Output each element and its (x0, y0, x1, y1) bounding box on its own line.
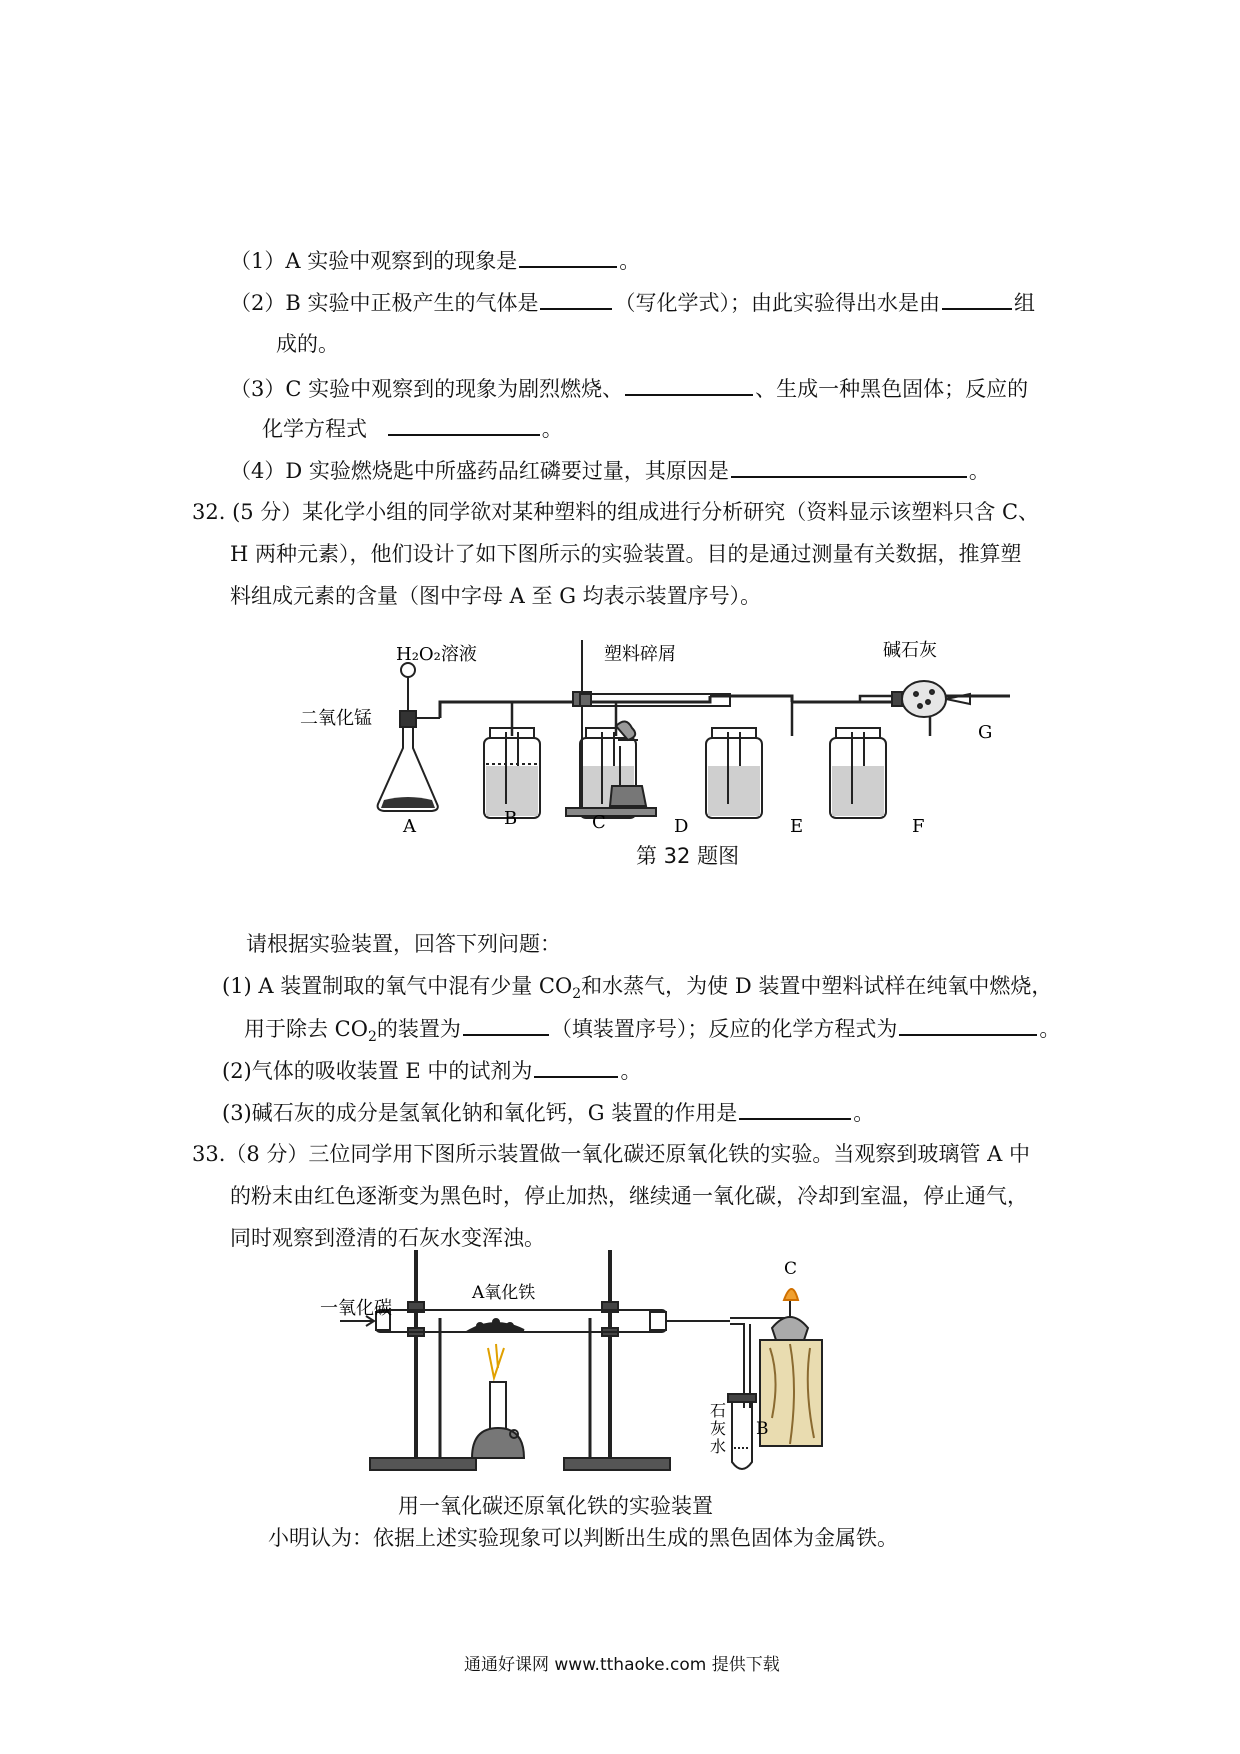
q32-figure-caption: 第 32 题图 (636, 844, 740, 868)
label-co: 一氧化碳 (320, 1298, 392, 1319)
label-mno2: 二氧化锰 (300, 708, 372, 729)
subscript-2: 2 (367, 1029, 377, 1046)
alcohol-burner (472, 1344, 524, 1458)
q31-item-4-text: （4）D 实验燃烧匙中所盛药品红磷要过量，其原因是 (230, 459, 729, 483)
right-iron-stand (564, 1250, 670, 1470)
answer-blank[interactable] (739, 1098, 851, 1120)
label-lime-3: 水 (710, 1437, 727, 1456)
q32-subq-2-text: (2)气体的吸收装置 E 中的试剂为 (222, 1059, 533, 1083)
q31-item-3-text: （3）C 实验中观察到的现象为剧烈燃烧、 (230, 377, 624, 401)
letter-b: B (504, 808, 518, 829)
answer-blank[interactable] (388, 414, 540, 436)
flask-a (378, 663, 440, 811)
q31-item-3-cont (262, 414, 563, 443)
q33-tail: 小明认为：依据上述实验现象可以判断出生成的黑色固体为金属铁。 (268, 1526, 898, 1550)
answer-blank[interactable] (534, 1056, 618, 1078)
label-h2o2: H₂O₂溶液 (396, 644, 477, 665)
q32-apparatus-figure (280, 636, 1010, 846)
q31-item-2-end: 组 (1013, 291, 1035, 315)
answer-blank[interactable] (942, 288, 1012, 310)
label-a: A氧化铁 (472, 1283, 536, 1303)
q31-item-1 (230, 246, 640, 275)
letter-g: G (978, 722, 993, 743)
q32-subq-2-end: 。 (620, 1059, 642, 1083)
q32-subq-3 (222, 1098, 874, 1127)
q32-intro-line-2: H 两种元素），他们设计了如下图所示的实验装置。目的是通过测量有关数据，推算塑 (230, 542, 1022, 566)
q33-intro-line-1: 33.（8 分）三位同学用下图所示装置做一氧化碳还原氧化铁的实验。当观察到玻璃管 A 中 (192, 1142, 1030, 1166)
label-b: B (756, 1419, 769, 1439)
q31-item-1-end: 。 (619, 249, 641, 273)
answer-blank[interactable] (899, 1014, 1037, 1036)
subscript-2: 2 (572, 986, 582, 1003)
answer-blank[interactable] (463, 1014, 549, 1036)
q31-item-3-mid: 、生成一种黑色固体；反应的 (755, 377, 1029, 401)
q32-subq-1-line-2 (244, 1014, 1060, 1051)
q31-item-4 (230, 456, 990, 485)
q32-subq-1 (222, 972, 1052, 1008)
q31-item-3-end: 。 (541, 417, 563, 441)
q33-figure-caption: 用一氧化碳还原氧化铁的实验装置 (398, 1494, 713, 1518)
q31-item-1-text: （1）A 实验中观察到的现象是 (230, 249, 518, 273)
glass-tube-a (340, 1310, 790, 1408)
q32-intro-line-3: 料组成元素的含量（图中字母 A 至 G 均表示装置序号）。 (230, 584, 762, 608)
left-iron-stand (370, 1250, 476, 1470)
q31-item-2 (230, 288, 1035, 317)
page-footer: 通通好课网 www.tthaoke.com 提供下载 (464, 1655, 780, 1675)
letter-f: F (912, 816, 925, 837)
q32-subq-1-text-4: （填装置序号）；反应的化学方程式为 (550, 1017, 898, 1041)
q32-subq-1-text-2: 用于除去 CO (244, 1017, 368, 1041)
q31-item-3-label: 化学方程式 (262, 417, 367, 441)
q32-subq-1-cont: 和水蒸气，为使 D 装置中塑料试样在纯氧中燃烧， (581, 974, 1053, 998)
label-lime-1: 石 (710, 1401, 727, 1420)
answer-blank[interactable] (540, 288, 612, 310)
q31-item-3 (230, 374, 1028, 403)
q32-subq-3-end: 。 (853, 1101, 875, 1125)
letter-c: C (592, 812, 606, 833)
q32-subq-1-text: (1) A 装置制取的氧气中混有少量 CO (222, 974, 573, 998)
letter-a: A (403, 816, 416, 837)
answer-blank[interactable] (519, 246, 617, 268)
label-c: C (784, 1259, 798, 1279)
q31-item-2-mid: （写化学式）；由此实验得出水是由 (614, 291, 940, 315)
q32-prompt: 请根据实验装置，回答下列问题： (246, 932, 561, 956)
q33-intro-line-2: 的粉末由红色逐渐变为黑色时，停止加热，继续通一氧化碳，冷却到室温，停止通气， (230, 1184, 1028, 1208)
q32-subq-1-text-3: 的装置为 (376, 1017, 461, 1041)
bottle-b (484, 728, 540, 818)
q32-subq-3-text: (3)碱石灰的成分是氢氧化钠和氧化钙，G 装置的作用是 (222, 1101, 738, 1125)
q31-item-2-cont: 成的。 (276, 332, 339, 356)
letter-d: D (674, 816, 689, 837)
q32-intro-line-1: 32. (5 分）某化学小组的同学欲对某种塑料的组成进行分析研究（资料显示该塑料只含 C、 (192, 500, 1040, 524)
letter-e: E (790, 816, 804, 837)
answer-blank[interactable] (625, 374, 753, 396)
q31-item-4-end: 。 (968, 459, 990, 483)
tube-g (892, 681, 970, 717)
test-tube-b (728, 1394, 756, 1469)
q33-intro-line-3: 同时观察到澄清的石灰水变浑浊。 (230, 1226, 545, 1250)
bottle-f (830, 728, 886, 818)
label-lime-2: 灰 (710, 1419, 727, 1438)
q32-subq-2 (222, 1056, 641, 1085)
label-soda-lime: 碱石灰 (883, 640, 937, 661)
q32-subq-1-end: 。 (1039, 1017, 1061, 1041)
q31-item-2-text: （2）B 实验中正极产生的气体是 (230, 291, 539, 315)
bottle-e (706, 728, 762, 818)
label-plastic: 塑料碎屑 (604, 644, 676, 665)
answer-blank[interactable] (731, 456, 967, 478)
q33-apparatus-figure (320, 1248, 860, 1488)
